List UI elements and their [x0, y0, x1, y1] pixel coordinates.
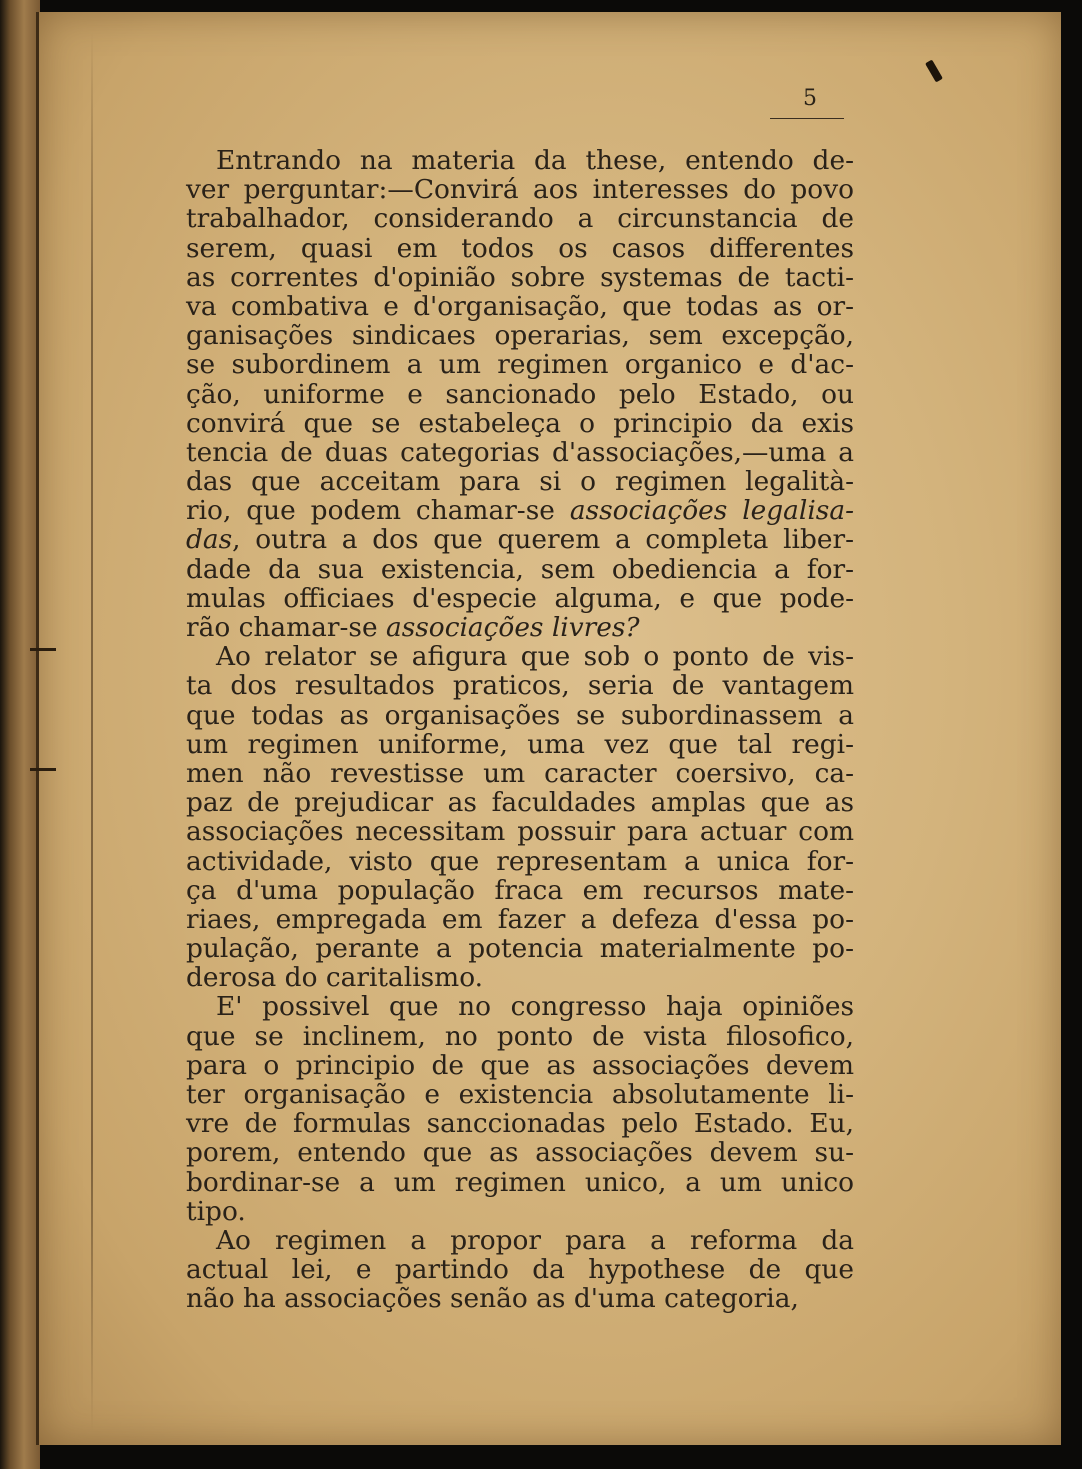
- text-line: [186, 204, 854, 233]
- text-line: [186, 905, 854, 934]
- text-segment: actividade, visto que representam a unica for-: [186, 845, 854, 877]
- text-line: [186, 584, 854, 613]
- text-line: [186, 1080, 854, 1109]
- text-line: [186, 1138, 854, 1167]
- text-line: [186, 1284, 854, 1313]
- text-segment: tipo.: [186, 1195, 246, 1227]
- text-segment: Ao regimen a propor para a reforma da: [216, 1224, 854, 1256]
- gutter-shadow: [91, 32, 93, 1432]
- binding-thread-mark: [30, 768, 56, 771]
- text-segment: ganisações sindicaes operarias, sem excepção,: [186, 320, 854, 352]
- page-number-rule: [770, 118, 844, 119]
- text-line: [186, 963, 854, 992]
- text-segment: porem, entendo que as associações devem su-: [186, 1137, 854, 1169]
- text-line: [186, 409, 854, 438]
- text-segment: para o principio de que as associações devem: [186, 1049, 854, 1081]
- text-segment: mulas officiaes d'especie alguma, e que pode-: [186, 582, 854, 614]
- text-segment: rão chamar-se: [186, 612, 386, 643]
- text-line: [186, 788, 854, 817]
- text-line: [186, 525, 854, 554]
- text-line: [186, 613, 854, 642]
- text-segment: vre de formulas sanccionadas pelo Estado. Eu,: [186, 1108, 854, 1140]
- italic-text-segment: associações livres?: [385, 612, 640, 643]
- text-line: [186, 876, 854, 905]
- text-segment: das que acceitam para si o regimen legalità-: [186, 466, 854, 498]
- text-segment: derosa do caritalismo.: [186, 962, 484, 994]
- text-segment: as correntes d'opinião sobre systemas de tacti-: [186, 261, 854, 293]
- text-line: [186, 263, 854, 292]
- text-segment: ção, uniforme e sancionado pelo Estado, ou: [186, 378, 854, 410]
- text-line: [186, 496, 854, 525]
- body-text: [186, 146, 854, 1314]
- text-segment: riaes, empregada em fazer a defeza d'essa po-: [186, 903, 854, 935]
- text-segment: E' possivel que no congresso haja opiniões: [216, 991, 854, 1023]
- text-line: [186, 1197, 854, 1226]
- text-segment: que se inclinem, no ponto de vista filosofico,: [186, 1020, 854, 1052]
- text-segment: associações necessitam possuir para actuar com: [186, 816, 854, 848]
- text-segment: , outra a dos que querem a completa liber-: [232, 524, 854, 556]
- text-line: [186, 467, 854, 496]
- text-segment: ça d'uma população fraca em recursos mate-: [186, 874, 854, 906]
- text-segment: trabalhador, considerando a circunstancia de: [186, 203, 854, 235]
- text-segment: paz de prejudicar as faculdades amplas que as: [186, 787, 854, 819]
- text-line: [186, 350, 854, 379]
- text-line: [186, 1022, 854, 1051]
- text-line: [186, 671, 854, 700]
- text-segment: Ao relator se afigura que sob o ponto de vis-: [216, 641, 854, 673]
- text-segment: ta dos resultados praticos, seria de vantagem: [186, 670, 854, 702]
- text-segment: bordinar-se a um regimen unico, a um unico: [186, 1166, 854, 1198]
- text-segment: um regimen uniforme, uma vez que tal regi-: [186, 728, 854, 760]
- text-line: [186, 1051, 854, 1080]
- text-segment: actual lei, e partindo da hypothese de que: [186, 1254, 854, 1286]
- text-line: [186, 701, 854, 730]
- text-segment: va combativa e d'organisação, que todas as or-: [186, 290, 854, 322]
- page-number: 5: [803, 86, 817, 111]
- text-line: [186, 992, 854, 1021]
- text-line: [186, 642, 854, 671]
- text-line: [186, 1226, 854, 1255]
- text-segment: serem, quasi em todos os casos differentes: [186, 232, 854, 264]
- text-line: [186, 380, 854, 409]
- text-segment: men não revestisse um caracter coersivo, ca-: [186, 757, 854, 789]
- text-line: [186, 759, 854, 788]
- text-segment: dade da sua existencia, sem obediencia a for-: [186, 553, 854, 585]
- text-segment: pulação, perante a potencia materialmente po-: [186, 933, 854, 965]
- text-line: [186, 555, 854, 584]
- text-line: [186, 730, 854, 759]
- text-segment: tencia de duas categorias d'associações,—uma a: [186, 436, 854, 468]
- text-line: [186, 817, 854, 846]
- italic-text-segment: das: [186, 524, 233, 556]
- text-segment: Entrando na materia da these, entendo de-: [216, 145, 854, 176]
- italic-text-segment: associações legalisa-: [569, 495, 854, 527]
- text-line: [186, 1168, 854, 1197]
- text-segment: ter organisação e existencia absolutamente li-: [186, 1079, 854, 1110]
- text-line: [186, 1109, 854, 1138]
- text-segment: se subordinem a um regimen organico e d'ac-: [186, 349, 854, 381]
- text-line: [186, 175, 854, 204]
- text-line: [186, 847, 854, 876]
- text-segment: rio, que podem chamar-se: [186, 495, 570, 527]
- binding-thread-mark: [30, 648, 56, 651]
- text-segment: ver perguntar:—Convirá aos interesses do povo: [186, 174, 854, 206]
- text-line: [186, 146, 854, 175]
- text-line: [186, 292, 854, 321]
- text-segment: não ha associações senão as d'uma categoria,: [186, 1283, 799, 1315]
- text-line: [186, 934, 854, 963]
- book-binding-edge: [0, 0, 40, 1469]
- text-segment: que todas as organisações se subordinassem a: [186, 699, 854, 731]
- text-segment: convirá que se estabeleça o principio da exis: [186, 407, 854, 439]
- text-line: [186, 321, 854, 350]
- text-line: [186, 1255, 854, 1284]
- text-line: [186, 234, 854, 263]
- text-line: [186, 438, 854, 467]
